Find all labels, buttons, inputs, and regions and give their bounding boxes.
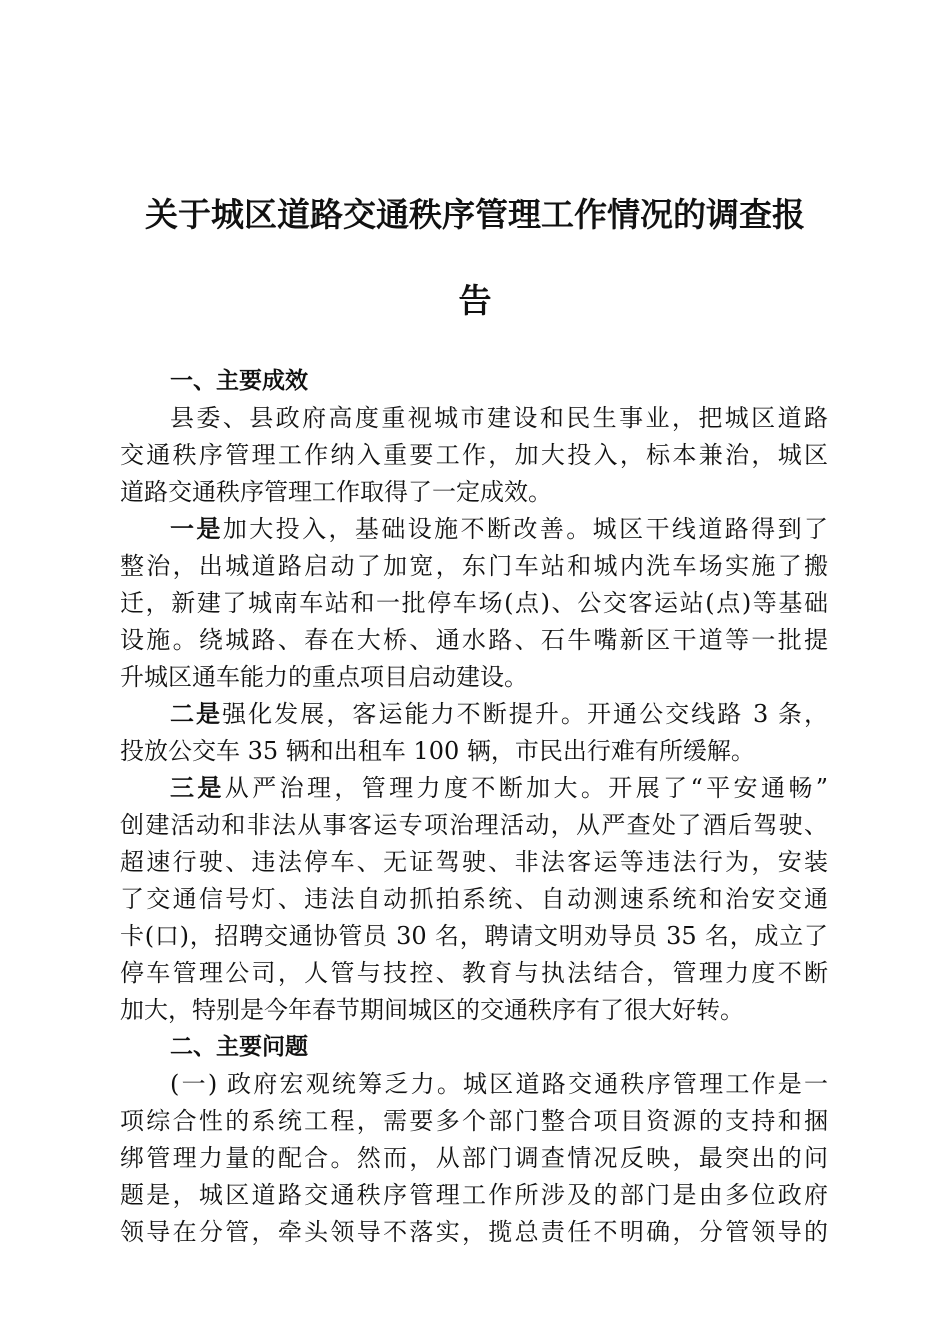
- item-lead: 三是: [170, 774, 225, 802]
- paragraph-line: [120, 770, 828, 807]
- paragraph-line: 超速行驶、违法停车、无证驾驶、非法客运等违法行为，安装: [120, 848, 828, 876]
- title-line-1: 关于城区道路交通秩序管理工作情况的调查报: [145, 195, 805, 234]
- item-lead: 二是: [170, 700, 223, 728]
- paragraph-line: 项综合性的系统工程，需要多个部门整合项目资源的支持和捆: [120, 1107, 828, 1135]
- paragraph-line: 整治，出城道路启动了加宽，东门车站和城内洗车场实施了搬: [120, 552, 828, 580]
- paragraph-line: 升城区通车能力的重点项目启动建设。: [120, 663, 528, 691]
- item-text: 加大投入，基础设施不断改善。城区干线道路得到了: [222, 515, 828, 543]
- item-text: 从严治理，管理力度不断加大。开展了“平安通畅”: [224, 774, 828, 802]
- paragraph-line: [120, 696, 828, 733]
- paragraph-line: 领导在分管，牵头领导不落实，揽总责任不明确，分管领导的: [120, 1218, 828, 1246]
- section-heading-achievements: 一、主要成效: [170, 368, 308, 394]
- paragraph-line: 停车管理公司，人管与技控、教育与执法结合，管理力度不断: [120, 959, 828, 987]
- paragraph-line: 绑管理力量的配合。然而，从部门调查情况反映，最突出的问: [120, 1144, 828, 1172]
- paragraph-line: 创建活动和非法从事客运专项治理活动，从严查处了酒后驾驶、: [120, 811, 828, 839]
- item-text: 强化发展，客运能力不断提升。开通公交线路 3 条，: [222, 700, 828, 728]
- paragraph-line: (一) 政府宏观统筹乏力。城区道路交通秩序管理工作是一: [170, 1070, 828, 1098]
- paragraph-line: 投放公交车 35 辆和出租车 100 辆，市民出行难有所缓解。: [120, 737, 755, 765]
- paragraph-line: 设施。绕城路、春在大桥、通水路、石牛嘴新区干道等一批提: [120, 626, 828, 654]
- document-body: [120, 363, 828, 1251]
- item-lead: 一是: [170, 515, 223, 543]
- title-line-2: 告: [458, 281, 492, 320]
- paragraph-line: 卡(口)，招聘交通协管员 30 名，聘请文明劝导员 35 名，成立了: [120, 922, 828, 950]
- paragraph-line: [120, 511, 828, 548]
- paragraph-line: 道路交通秩序管理工作取得了一定成效。: [120, 478, 552, 506]
- paragraph-line: 县委、县政府高度重视城市建设和民生事业，把城区道路: [170, 404, 828, 432]
- paragraph-line: 迁，新建了城南车站和一批停车场(点)、公交客运站(点)等基础: [120, 589, 828, 617]
- paragraph-line: 题是，城区道路交通秩序管理工作所涉及的部门是由多位政府: [120, 1181, 828, 1209]
- section-heading-problems: 二、主要问题: [170, 1034, 308, 1060]
- paragraph-line: 了交通信号灯、违法自动抓拍系统、自动测速系统和治安交通: [120, 885, 828, 913]
- paragraph-line: 加大，特别是今年春节期间城区的交通秩序有了很大好转。: [120, 996, 744, 1024]
- paragraph-line: 交通秩序管理工作纳入重要工作，加大投入，标本兼治，城区: [120, 441, 828, 469]
- document-title: [118, 172, 832, 344]
